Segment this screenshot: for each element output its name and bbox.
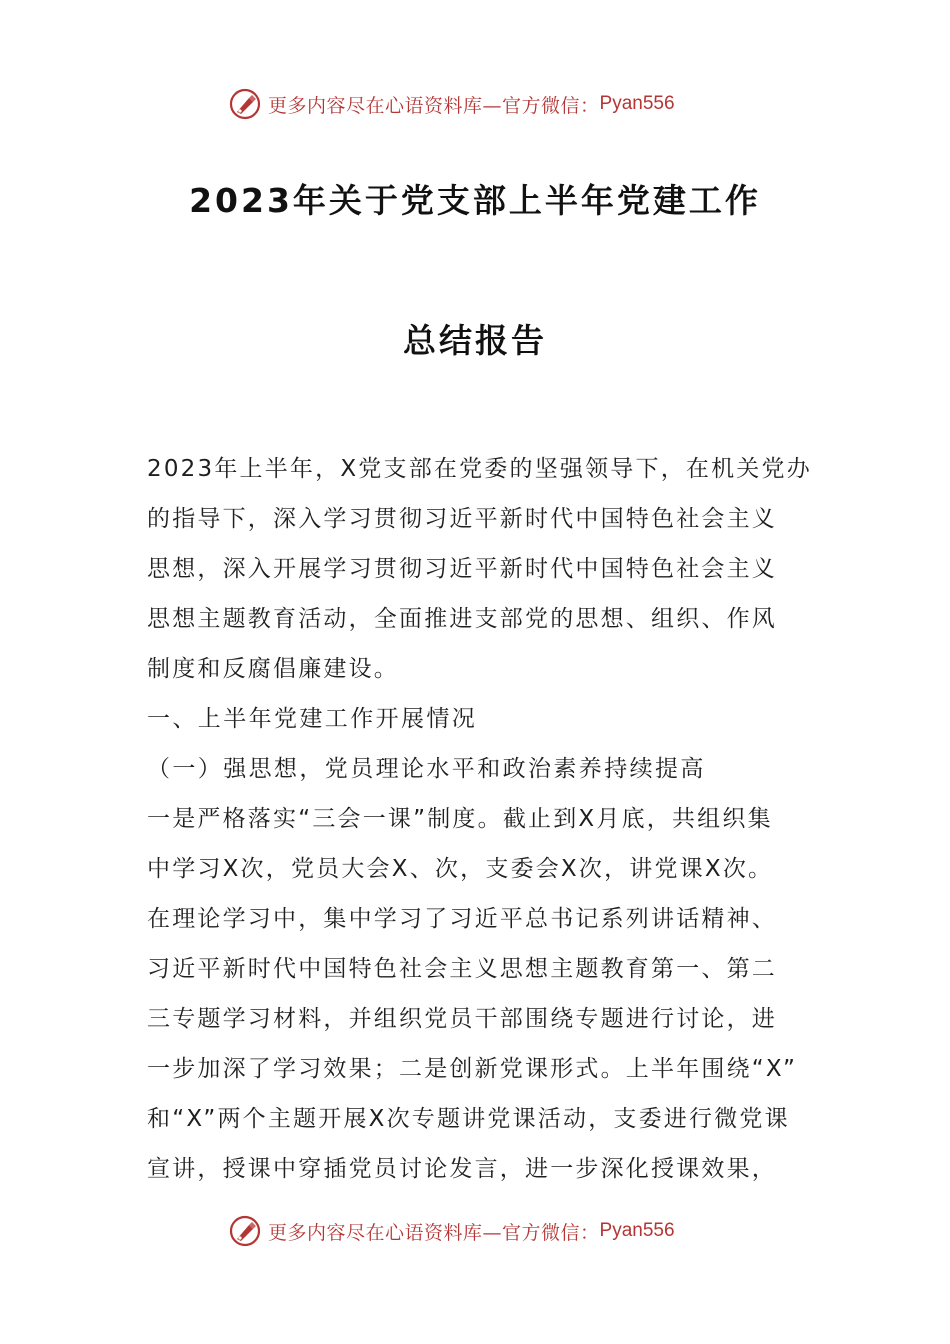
body-line: 的指导下，深入学习贯彻习近平新时代中国特色社会主义 <box>147 506 777 532</box>
document-title-line-2: 总结报告 <box>403 321 547 360</box>
subsection-heading: （一）强思想，党员理论水平和政治素养持续提高 <box>147 756 706 782</box>
body-line: 三专题学习材料，并组织党员干部围绕专题进行讨论，进 <box>147 1006 777 1032</box>
document-body <box>147 444 812 1194</box>
body-line: 中学习X次，党员大会X、次，支委会X次，讲党课X次。 <box>147 856 774 882</box>
body-line: 一步加深了学习效果；二是创新党课形式。上半年围绕“X” <box>147 1056 798 1082</box>
body-line: 思想，深入开展学习贯彻习近平新时代中国特色社会主义 <box>147 556 777 582</box>
watermark-banner-top <box>228 86 748 122</box>
wechat-id: Pyan556 <box>599 93 675 114</box>
watermark-banner-bottom <box>228 1213 748 1249</box>
body-line: 一是严格落实“三会一课”制度。截止到X月底，共组织集 <box>147 806 773 832</box>
watermark-text: 更多内容尽在心语资料库—官方微信： <box>268 94 600 117</box>
body-line: 习近平新时代中国特色社会主义思想主题教育第一、第二 <box>147 956 777 982</box>
body-line: 思想主题教育活动，全面推进支部党的思想、组织、作风 <box>147 606 777 632</box>
body-line: 和“X”两个主题开展X次专题讲党课活动，支委进行微党课 <box>147 1106 790 1132</box>
body-line: 2023年上半年，X党支部在党委的坚强领导下，在机关党办 <box>147 456 812 482</box>
section-heading: 一、上半年党建工作开展情况 <box>147 706 478 732</box>
wechat-id: Pyan556 <box>599 1220 675 1241</box>
body-line: 制度和反腐倡廉建设。 <box>147 656 399 682</box>
watermark-text: 更多内容尽在心语资料库—官方微信： <box>268 1221 600 1244</box>
body-line: 宣讲，授课中穿插党员讨论发言，进一步深化授课效果， <box>147 1156 777 1182</box>
document-title-line-1: 2023年关于党支部上半年党建工作 <box>189 181 761 220</box>
pen-nib-icon <box>228 87 262 121</box>
body-line: 在理论学习中，集中学习了习近平总书记系列讲话精神、 <box>147 906 777 932</box>
pen-nib-icon <box>228 1214 262 1248</box>
